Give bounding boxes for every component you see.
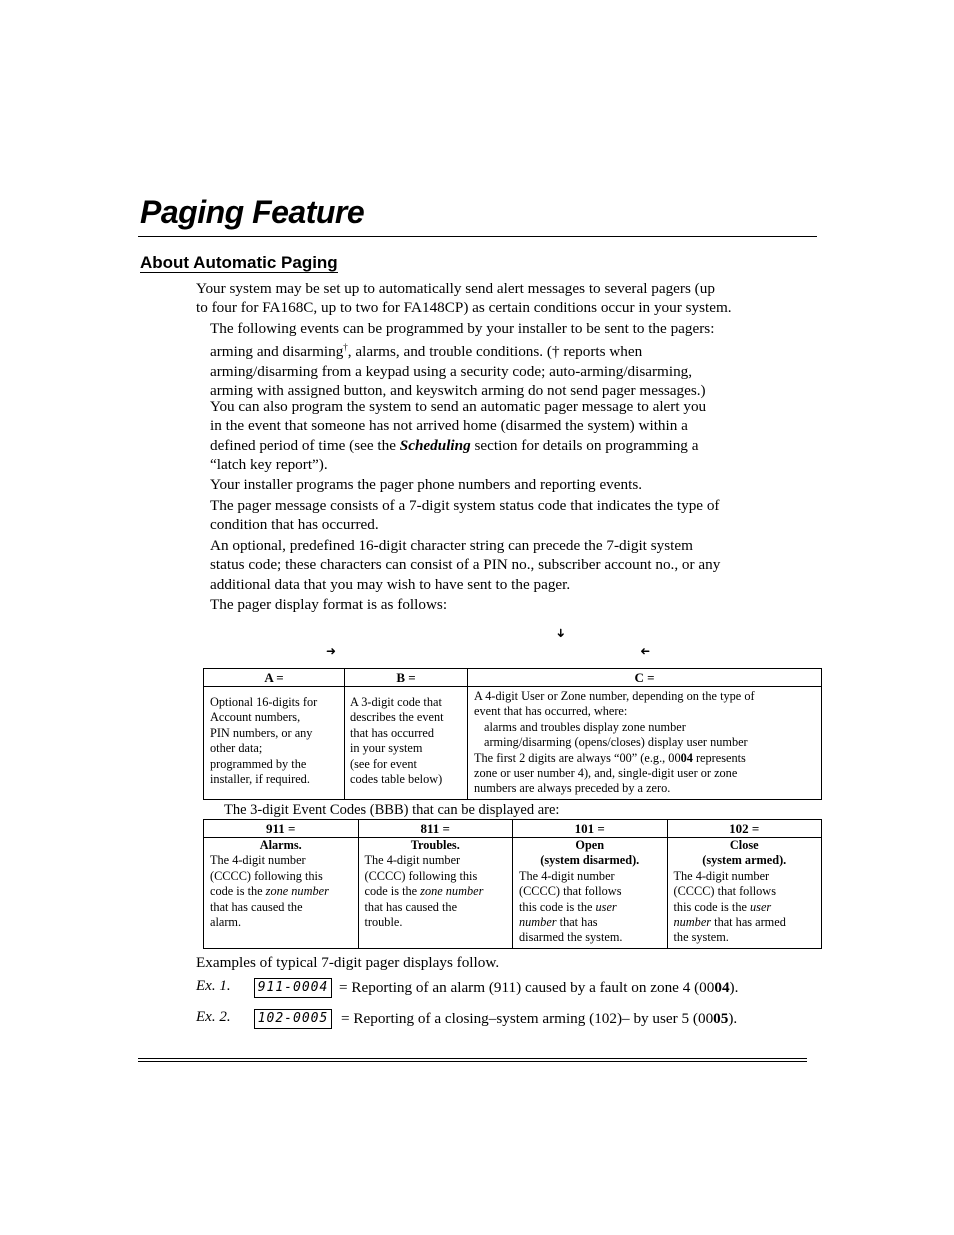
codes-intro: The 3-digit Event Codes (BBB) that can be displayed are: — [224, 802, 560, 818]
display-format-paragraph: The pager display format is as follows: — [210, 596, 448, 613]
arrow-right-icon: ➜ — [326, 644, 337, 658]
format-cell-b: A 3-digit code that describes the event that has occurred in your system (see for event codes table below) — [345, 687, 468, 800]
section-heading: About Automatic Paging — [140, 253, 338, 272]
examples-intro: Examples of typical 7-digit pager displays follow. — [196, 954, 500, 971]
code-header-811: 811 = — [358, 820, 513, 838]
code-cell-911: Alarms. The 4-digit number (CCCC) following this code is the zone number that has caused the alarm. — [204, 838, 359, 949]
message-paragraph: The pager message consists of a 7-digit system status code that indicates the type of condition that has occurred. — [210, 497, 720, 534]
example-1-label: Ex. 1. — [196, 978, 231, 994]
code-header-102: 102 = — [667, 820, 822, 838]
title-rule — [138, 236, 817, 237]
optional-string-paragraph: An optional, predefined 16-digit character string can precede the 7-digit system status code; these characters can consist of a PIN no., subscriber account no., or any additional data that you may wish to have sent to the pager. — [210, 537, 721, 593]
example-1-pager-display: 911-0004 — [254, 978, 332, 998]
code-cell-102: Close (system armed). The 4-digit number (CCCC) that follows this code is the user number that has armed the system. — [667, 838, 822, 949]
code-cell-811: Troubles. The 4-digit number (CCCC) following this code is the zone number that has caused the trouble. — [358, 838, 513, 949]
format-table — [203, 668, 822, 800]
example-2-description: = Reporting of a closing–system arming (102)– by user 5 (0005). — [341, 1010, 738, 1027]
code-header-101: 101 = — [513, 820, 668, 838]
format-header-b: B = — [345, 669, 468, 687]
arrow-left-icon: ➜ — [640, 644, 651, 658]
events-paragraph: The following events can be programmed by your installer to be sent to the pagers: arming and disarming†, alarms, and trouble conditions. († reports when arming/disarming from a keypad using a security code; auto-arming/disarming, arming with assigned button, and keyswitch arming do not send pager messages.) — [210, 320, 715, 399]
footer-rule-top — [138, 1058, 807, 1059]
event-codes-table — [203, 819, 822, 949]
format-header-a: A = — [204, 669, 345, 687]
arrow-down-icon: ➜ — [554, 627, 569, 639]
format-header-c: C = — [468, 669, 822, 687]
example-2-pager-display: 102-0005 — [254, 1009, 332, 1029]
example-2-label: Ex. 2. — [196, 1009, 231, 1025]
code-header-911: 911 = — [204, 820, 359, 838]
page-title: Paging Feature — [140, 194, 365, 230]
latchkey-paragraph: You can also program the system to send an automatic pager message to alert you in the event that someone has not arrived home (disarmed the system) within a defined period of time (see the Scheduling section for details on programming a “latch key report”). — [210, 398, 707, 473]
installer-paragraph: Your installer programs the pager phone numbers and reporting events. — [210, 476, 643, 493]
format-cell-a: Optional 16-digits for Account numbers, PIN numbers, or any other data; programmed by the installer, if required. — [204, 687, 345, 800]
footer-rule-bottom — [138, 1061, 807, 1062]
code-cell-101: Open (system disarmed). The 4-digit number (CCCC) that follows this code is the user number that has disarmed the system. — [513, 838, 668, 949]
example-1-description: = Reporting of an alarm (911) caused by a fault on zone 4 (0004). — [339, 979, 739, 996]
format-cell-c: A 4-digit User or Zone number, depending on the type of event that has occurred, where: alarms and troubles display zone number arming/disarming (opens/closes) display user number The first 2 digits are always “00” (e.g., 0004 represents zone or user number 4), and, single-digit user or zone numbers are always preceded by a zero. — [468, 687, 822, 800]
intro-paragraph: Your system may be set up to automatically send alert messages to several pagers (up to four for FA168C, up to two for FA148CP) as certain conditions occur in your system. — [196, 280, 732, 317]
